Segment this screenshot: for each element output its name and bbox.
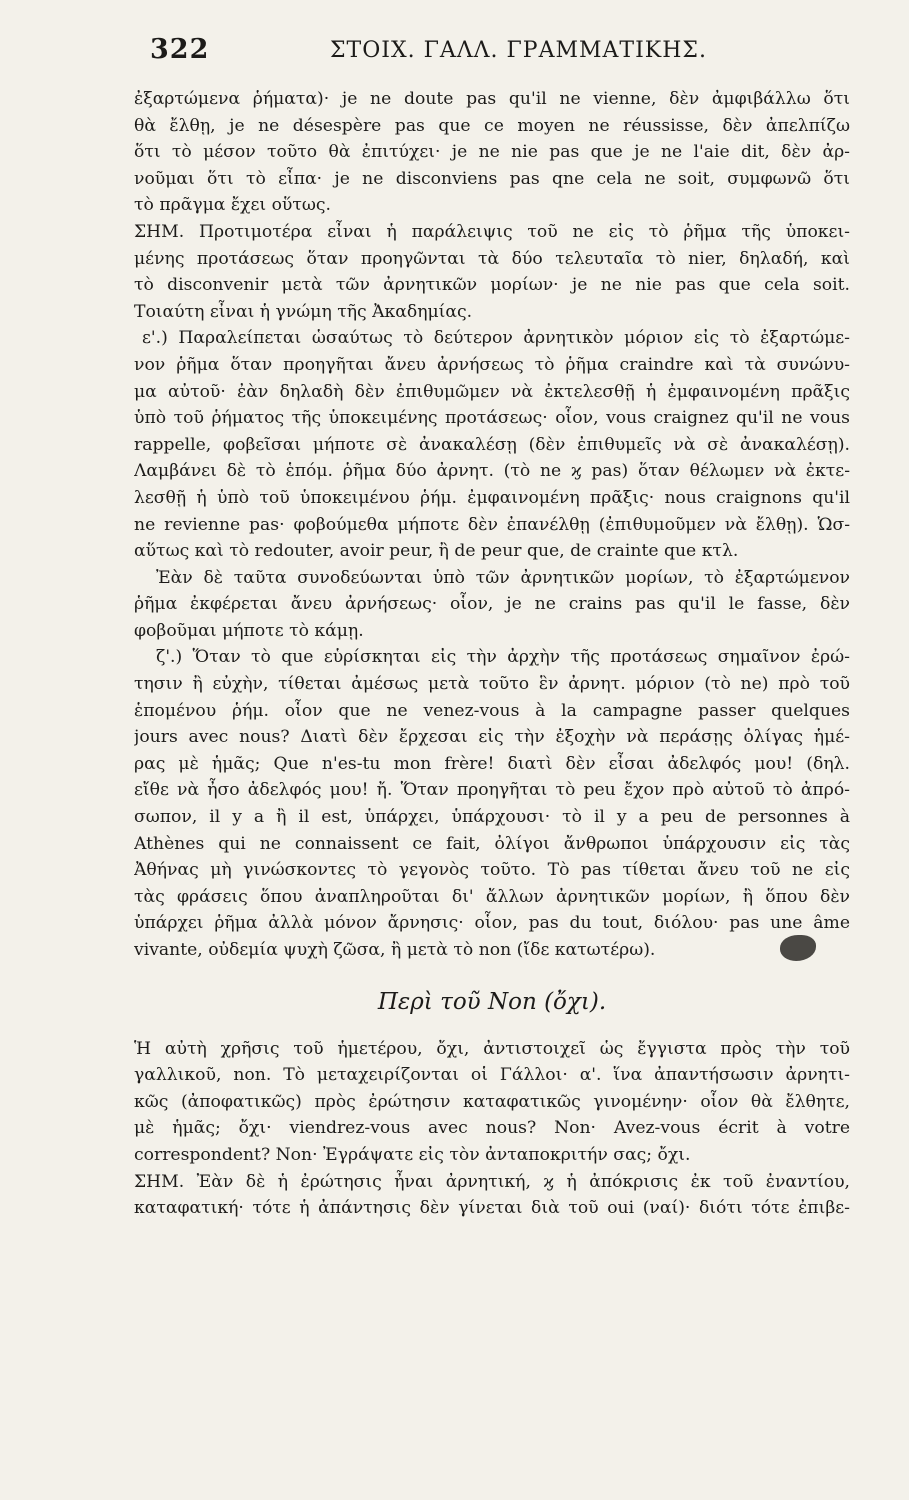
text-line: ὅτι τὸ μέσον τοῦτο θὰ ἐπιτύχει· je ne nie pas que je ne l'aie dit, δὲν ἀρ- xyxy=(134,142,850,163)
text-line: Λαμβάνει δὲ τὸ ἑπόμ. ῥῆμα δύο ἀρνητ. (τὸ ne ϗ pas) ὅταν θέλωμεν νὰ ἐκτε- xyxy=(134,461,850,482)
paragraph xyxy=(134,1036,850,1169)
text-line: γαλλικοῦ, non. Τὸ μεταχειρίζονται οἱ Γάλλοι· α'. ἵνα ἀπαντήσωσιν ἀρνητι- xyxy=(134,1065,850,1086)
text-line: Ἡ αὐτὴ χρῆσις τοῦ ἡμετέρου, ὄχι, ἀντιστοιχεῖ ὡς ἔγγιστα πρὸς τὴν τοῦ xyxy=(134,1038,850,1059)
text-line: ΣΗΜ. Ἐὰν δὲ ἡ ἐρώτησις ἦναι ἀρνητική, ϗ ἡ ἀπόκρισις ἐκ τοῦ ἐναντίου, xyxy=(134,1171,850,1192)
text-line: Τοιαύτη εἶναι ἡ γνώμη τῆς Ἀκαδημίας. xyxy=(134,301,473,322)
text-line: ε'.) Παραλείπεται ὡσαύτως τὸ δεύτερον ἀρνητικὸν μόριον εἰς τὸ ἐξαρτώμε- xyxy=(142,328,850,349)
text-line: θὰ ἔλθῃ, je ne désespère pas que ce moyen ne réussisse, δὲν ἀπελπίζω xyxy=(134,115,850,136)
paragraph xyxy=(134,325,850,564)
text-line: νον ῥῆμα ὅταν προηγῆται ἄνευ ἀρνήσεως τὸ ῥῆμα craindre καὶ τὰ συνώνυ- xyxy=(134,354,850,375)
text-line: vivante, οὐδεμία ψυχὴ ζῶσα, ἢ μετὰ τὸ non (ἴδε κατωτέρω). xyxy=(134,940,656,960)
text-line: λεσθῇ ἡ ὑπὸ τοῦ ὑποκειμένου ῥήμ. ἐμφαινομένη πρᾶξις· nous craignons qu'il xyxy=(134,487,850,508)
section-heading: Περὶ τοῦ Non (ὄχι). xyxy=(377,988,607,1015)
text-line: ἑπομένου ῥήμ. οἷον que ne venez-vous à la campagne passer quelques xyxy=(134,700,850,721)
text-line: ὑπὸ τοῦ ῥήματος τῆς ὑποκειμένης προτάσεως· οἷον, vous craignez qu'il ne vous xyxy=(134,408,850,429)
text-line: κῶς (ἀποφατικῶς) πρὸς ἐρώτησιν καταφατικῶς γινομένην· οἷον θὰ ἔλθητε, xyxy=(134,1091,850,1112)
paragraph xyxy=(134,644,850,963)
text-line: σωπον, il y a ἢ il est, ὑπάρχει, ὑπάρχουσι· τὸ il y a peu de personnes à xyxy=(134,807,850,828)
text-line: jours avec nous? Διατὶ δὲν ἔρχεσαι εἰς τὴν ἐξοχὴν νὰ περάσῃς ὀλίγας ἡμέ- xyxy=(134,727,850,748)
running-title: ΣΤΟΙΧ. ΓΑΛΛ. ΓΡΑΜΜΑΤΙΚΗΣ. xyxy=(330,38,707,63)
text-line: Ἐὰν δὲ ταῦτα συνοδεύωνται ὑπὸ τῶν ἀρνητικῶν μορίων, τὸ ἐξαρτώμενον xyxy=(156,567,850,588)
text-line: Ἀθήνας μὴ γινώσκοντες τὸ γεγονὸς τοῦτο. Τὸ pas τίθεται ἄνευ τοῦ ne εἰς xyxy=(134,860,850,881)
page-number: 322 xyxy=(150,34,210,65)
text-line: νοῦμαι ὅτι τὸ εἶπα· je ne disconviens pas qne cela ne soit, συμφωνῶ ὅτι xyxy=(134,168,850,189)
text-line: ζ'.) Ὅταν τὸ que εὑρίσκηται εἰς τὴν ἀρχὴν τῆς προτάσεως σημαῖνον ἐρώ- xyxy=(156,647,850,668)
text-line: ὑπάρχει ῥῆμα ἀλλὰ μόνον ἄρνησις· οἷον, pas du tout, διόλου· pas une âme xyxy=(134,913,850,934)
paragraph xyxy=(134,1169,850,1222)
text-line: καταφατική· τότε ἡ ἀπάντησις δὲν γίνεται διὰ τοῦ oui (ναί)· διότι τότε ἐπιβε- xyxy=(134,1198,850,1219)
text-line: ῥῆμα ἐκφέρεται ἄνευ ἀρνήσεως· οἷον, je ne crains pas qu'il le fasse, δὲν xyxy=(134,594,850,615)
text-line: ne revienne pas· φοβούμεθα μήποτε δὲν ἐπανέλθῃ (ἐπιθυμοῦμεν νὰ ἔλθῃ). Ὡσ- xyxy=(134,514,850,535)
paragraph xyxy=(134,219,850,325)
text-line: μα αὐτοῦ· ἐὰν δηλαδὴ δὲν ἐπιθυμῶμεν νὰ ἐκτελεσθῇ ἡ ἐμφαινομένη πρᾶξις xyxy=(134,381,850,402)
text-line: τὸ πρᾶγμα ἔχει οὕτως. xyxy=(134,195,331,216)
text-line: φοβοῦμαι μήποτε τὸ κάμῃ. xyxy=(134,620,364,641)
text-line: rappelle, φοβεῖσαι μήποτε σὲ ἀνακαλέσῃ (δὲν ἐπιθυμεῖς νὰ σὲ ἀνακαλέσῃ). xyxy=(134,434,850,455)
text-line: μένης προτάσεως ὅταν προηγῶνται τὰ δύο τελευταῖα τὸ nier, δηλαδή, καὶ xyxy=(134,248,850,269)
page-body xyxy=(134,86,850,1222)
text-line: τὰς φράσεις ὅπου ἀναπληροῦται δι' ἄλλων ἀρνητικῶν μορίων, ἢ ὅπου δὲν xyxy=(134,886,850,907)
text-line: τὸ disconvenir μετὰ τῶν ἀρνητικῶν μορίων· je ne nie pas que cela soit. xyxy=(134,275,850,296)
paragraph xyxy=(134,86,850,219)
text-line: ΣΗΜ. Προτιμοτέρα εἶναι ἡ παράλειψις τοῦ ne εἰς τὸ ῥῆμα τῆς ὑποκει- xyxy=(134,221,850,242)
text-line: ρας μὲ ἡμᾶς; Que n'es-tu mon frère! διατὶ δὲν εἶσαι ἀδελφός μου! (δηλ. xyxy=(134,753,850,774)
text-line: Athènes qui ne connaissent ce fait, ὀλίγοι ἄνθρωποι ὑπάρχουσιν εἰς τὰς xyxy=(134,833,850,854)
text-line: αὕτως καὶ τὸ redouter, avoir peur, ἢ de peur que, de crainte que κτλ. xyxy=(134,541,739,562)
text-line: correspondent? Non· Ἐγράψατε εἰς τὸν ἀνταποκριτήν σας; ὄχι. xyxy=(134,1144,691,1165)
text-line: ἐξαρτώμενα ῥήματα)· je ne doute pas qu'il ne vienne, δὲν ἀμφιβάλλω ὅτι xyxy=(134,89,850,109)
text-line: μὲ ἡμᾶς; ὄχι· viendrez-vous avec nous? Non· Avez-vous écrit à votre xyxy=(134,1118,850,1139)
text-line: τησιν ἢ εὐχὴν, τίθεται ἀμέσως μετὰ τοῦτο ἓν ἀρνητ. μόριον (τὸ ne) πρὸ τοῦ xyxy=(134,674,850,695)
paragraph xyxy=(134,565,850,645)
text-line: εἴθε νὰ ἦσο ἀδελφός μου! ἤ. Ὅταν προηγῆται τὸ peu ἔχον πρὸ αὐτοῦ τὸ ἀπρό- xyxy=(134,780,850,801)
page-header xyxy=(150,34,850,82)
